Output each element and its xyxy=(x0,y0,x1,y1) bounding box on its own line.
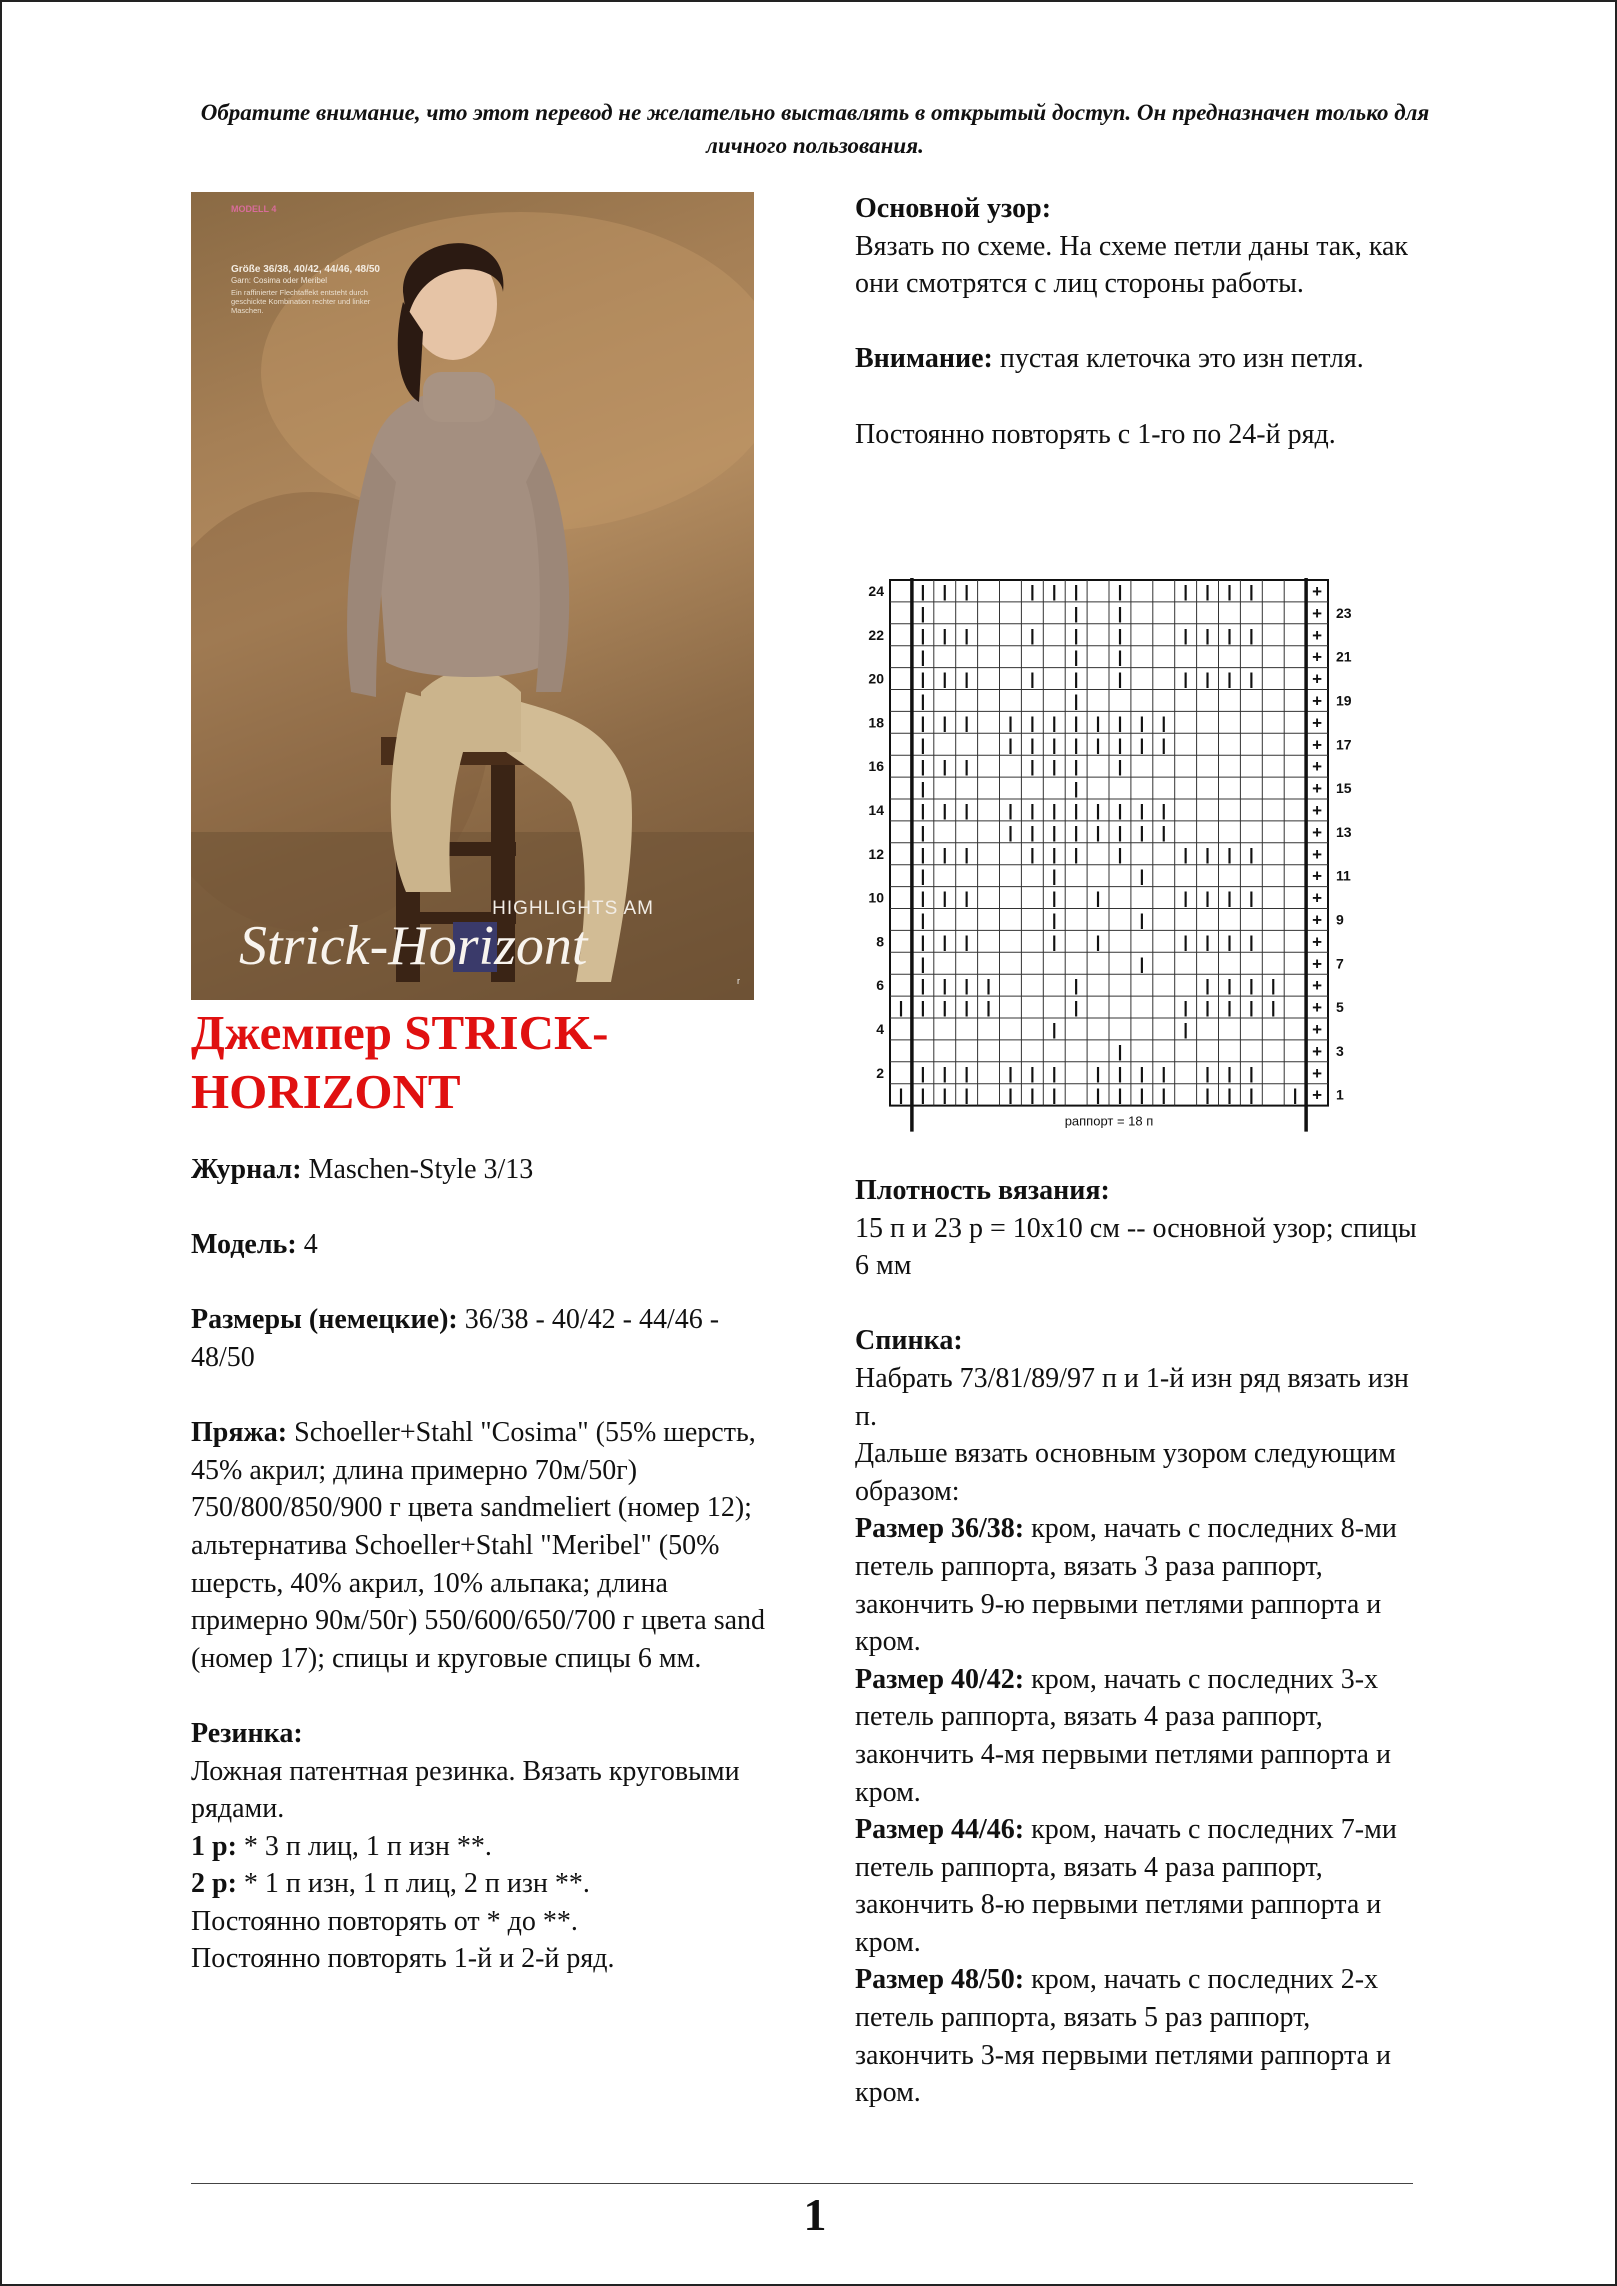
yarn-label: Пряжа: xyxy=(191,1417,288,1449)
chart-row-number: 6 xyxy=(876,977,884,994)
knit-stitch-mark: | xyxy=(1008,1063,1013,1083)
row1-label: 1 р: xyxy=(191,1830,237,1862)
knit-stitch-mark: | xyxy=(1095,1063,1101,1083)
attention-label: Внимание: xyxy=(855,343,993,375)
privacy-notice: Обратите внимание, что этот перевод не желательно выставлять в открытый доступ. Он предназначен только для личного пользования. xyxy=(200,100,1430,158)
knit-stitch-mark: | xyxy=(1095,800,1101,820)
knit-stitch-mark: | xyxy=(1248,1085,1254,1105)
knit-stitch-mark: | xyxy=(1073,713,1079,733)
knit-stitch-mark: | xyxy=(1139,866,1145,886)
knit-stitch-mark: | xyxy=(1117,757,1123,777)
knit-stitch-mark: | xyxy=(1051,822,1057,842)
knit-stitch-mark: | xyxy=(1008,1085,1013,1105)
knit-stitch-mark: | xyxy=(1227,998,1232,1018)
size4-value: кром, начать с последних 2-х петель раппорта, вязать 5 раз раппорт, закончить 3-мя первыми петлями раппорта и кром. xyxy=(855,1964,1391,2109)
knit-stitch-mark: | xyxy=(1051,888,1057,908)
edge-stitch-mark: + xyxy=(1312,910,1323,930)
knit-stitch-mark: | xyxy=(1008,735,1013,755)
knit-stitch-mark: | xyxy=(1051,581,1057,601)
knit-stitch-mark: | xyxy=(942,888,948,908)
rib-text: Ложная патентная резинка. Вязать круговыми рядами. xyxy=(191,1755,740,1825)
knit-stitch-mark: | xyxy=(964,1063,970,1083)
repeat-label: раппорт = 18 п xyxy=(1064,1113,1154,1129)
knit-stitch-mark: | xyxy=(1227,976,1232,996)
knit-stitch-mark: | xyxy=(1117,1063,1123,1083)
chart-row-number: 15 xyxy=(1336,780,1352,797)
knit-stitch-mark: | xyxy=(942,757,948,777)
knit-stitch-mark: | xyxy=(1117,647,1123,667)
chart-row-number: 8 xyxy=(876,933,884,950)
knit-stitch-mark: | xyxy=(964,1085,970,1105)
knit-stitch-mark: | xyxy=(920,800,926,820)
knit-stitch-mark: | xyxy=(920,910,926,930)
knit-stitch-mark: | xyxy=(920,713,926,733)
chart-row-number: 19 xyxy=(1336,692,1352,709)
knit-stitch-mark: | xyxy=(1248,888,1254,908)
edge-stitch-mark: + xyxy=(1312,647,1323,667)
yarn-value: Schoeller+Stahl "Cosima" (55% шерсть, 45% акрил; длина примерно 70м/50г) 750/800/850/900 г цвета sandmeliert (номер 12); альтернатива Schoeller+Stahl "Meribel" (50% шерсть, 40% акрил, 10% альпака; длина примерно 90м/50г) 550/600/650/700 г цвета sand (номер 17); спицы и круговые спицы 6 мм. xyxy=(191,1417,766,1674)
knit-stitch-mark: | xyxy=(920,735,926,755)
knit-stitch-mark: | xyxy=(964,976,970,996)
knit-stitch-mark: | xyxy=(1095,735,1101,755)
gauge-text: 15 п и 23 р = 10x10 см -- основной узор; спицы 6 мм xyxy=(855,1212,1417,1282)
knit-stitch-mark: | xyxy=(1270,998,1276,1018)
knit-stitch-mark: | xyxy=(920,976,926,996)
model-label: Модель: xyxy=(191,1229,297,1261)
size-40-42 xyxy=(855,1661,1435,1811)
knit-stitch-mark: | xyxy=(1139,1085,1145,1105)
knit-stitch-mark: | xyxy=(942,669,948,689)
knit-stitch-mark: | xyxy=(1205,669,1210,689)
rib-repeat-1: Постоянно повторять от * до **. xyxy=(191,1905,578,1937)
edge-stitch-mark: + xyxy=(1312,757,1323,777)
size2-value: кром, начать с последних 3-х петель раппорта, вязать 4 раза раппорт, закончить 4-мя первыми петлями раппорта и кром. xyxy=(855,1663,1391,1808)
photo-kicker: HIGHLIGHTS AM xyxy=(492,898,654,919)
chart-row-number: 4 xyxy=(876,1020,884,1037)
knit-stitch-mark: | xyxy=(964,669,970,689)
right-column xyxy=(855,190,1435,453)
knit-stitch-mark: | xyxy=(1073,779,1079,799)
edge-stitch-mark: + xyxy=(1312,976,1323,996)
chart-row-number: 14 xyxy=(868,801,884,818)
chart-row-number: 10 xyxy=(868,889,884,906)
knit-stitch-mark: | xyxy=(1051,866,1057,886)
knit-stitch-mark: | xyxy=(1095,932,1101,952)
knit-stitch-mark: | xyxy=(964,844,970,864)
chart-row-number: 11 xyxy=(1336,867,1351,884)
knit-stitch-mark: | xyxy=(1029,735,1035,755)
knit-stitch-mark: | xyxy=(1183,844,1189,864)
knit-stitch-mark: | xyxy=(1073,669,1079,689)
photo-description: Ein raffinierter Flechtaffekt entsteht durch geschickte Kombination rechter und linker Maschen. xyxy=(231,288,371,315)
chart-row-number: 5 xyxy=(1336,999,1344,1016)
knit-stitch-mark: | xyxy=(964,757,970,777)
main-pattern-text: Вязать по схеме. На схеме петли даны так, как они смотрятся с лиц стороны работы. xyxy=(855,230,1409,300)
row2-label: 2 р: xyxy=(191,1868,237,1900)
knit-stitch-mark: | xyxy=(1139,713,1145,733)
size1-value: кром, начать с последних 8-ми петель раппорта, вязать 3 раза раппорт, закончить 9-ю первыми петлями раппорта и кром. xyxy=(855,1513,1397,1658)
edge-stitch-mark: + xyxy=(1312,998,1323,1018)
knit-stitch-mark: | xyxy=(1051,910,1057,930)
sizes-line xyxy=(191,1301,771,1376)
back-continue: Дальше вязать основным узором следующим образом: xyxy=(855,1438,1396,1507)
chart-row-number: 12 xyxy=(868,845,884,862)
knit-stitch-mark: | xyxy=(1051,1085,1057,1105)
knit-stitch-mark: | xyxy=(1248,581,1254,601)
knit-stitch-mark: | xyxy=(1117,603,1123,623)
page-number: 1 xyxy=(803,2189,827,2240)
knit-stitch-mark: | xyxy=(1008,822,1013,842)
knit-stitch-mark: | xyxy=(1073,757,1079,777)
knit-stitch-mark: | xyxy=(1205,581,1210,601)
attention-value: пустая клеточка это изн петля. xyxy=(992,343,1364,375)
edge-stitch-mark: + xyxy=(1312,888,1323,908)
knit-stitch-mark: | xyxy=(920,603,926,623)
knit-stitch-mark: | xyxy=(920,844,926,864)
knit-stitch-mark: | xyxy=(920,581,926,601)
photo-yarn: Garn: Cosima oder Meribel xyxy=(231,276,328,285)
knit-stitch-mark: | xyxy=(1073,976,1079,996)
knit-stitch-mark: | xyxy=(942,976,948,996)
gauge-heading: Плотность вязания: xyxy=(855,1175,1110,1206)
knit-stitch-mark: | xyxy=(1227,844,1232,864)
knit-stitch-mark: | xyxy=(920,932,926,952)
knit-stitch-mark: | xyxy=(1227,625,1232,645)
knit-stitch-mark: | xyxy=(1029,669,1035,689)
knit-stitch-mark: | xyxy=(1248,976,1254,996)
photo-model-tag: MODELL 4 xyxy=(231,204,277,214)
knit-stitch-mark: | xyxy=(964,625,970,645)
rib-heading: Резинка: xyxy=(191,1717,303,1749)
journal-line xyxy=(191,1151,771,1189)
knit-stitch-mark: | xyxy=(1095,888,1101,908)
knit-stitch-mark: | xyxy=(1248,844,1254,864)
knit-stitch-mark: | xyxy=(1161,800,1167,820)
right-column-lower xyxy=(855,1172,1435,2112)
knit-stitch-mark: | xyxy=(1051,713,1057,733)
main-pattern-heading: Основной узор: xyxy=(855,193,1052,224)
knit-stitch-mark: | xyxy=(1205,932,1210,952)
knit-stitch-mark: | xyxy=(1029,844,1035,864)
knit-stitch-mark: | xyxy=(1161,822,1167,842)
chart-row-number: 21 xyxy=(1336,648,1352,665)
knit-stitch-mark: | xyxy=(1073,691,1079,711)
knit-stitch-mark: | xyxy=(898,1085,904,1105)
chart-row-number: 18 xyxy=(868,714,884,731)
knit-stitch-mark: | xyxy=(1161,713,1167,733)
row2-value: * 1 п изн, 1 п лиц, 2 п изн **. xyxy=(236,1868,590,1900)
knit-stitch-mark: | xyxy=(1029,822,1035,842)
pattern-title: Джемпер STRICK-HORIZONT xyxy=(191,1005,609,1119)
knit-stitch-mark: | xyxy=(920,866,926,886)
knit-stitch-mark: | xyxy=(1095,1085,1101,1105)
knit-stitch-mark: | xyxy=(1073,603,1079,623)
model-value: 4 xyxy=(296,1229,318,1261)
knit-stitch-mark: | xyxy=(1248,998,1254,1018)
photo-title: Strick-Horizont xyxy=(239,915,588,977)
knit-stitch-mark: | xyxy=(1073,581,1079,601)
knit-stitch-mark: | xyxy=(1073,735,1079,755)
chart-row-number: 3 xyxy=(1336,1042,1344,1059)
knit-stitch-mark: | xyxy=(964,581,970,601)
knit-stitch-mark: | xyxy=(1248,932,1254,952)
knit-stitch-mark: | xyxy=(1292,1085,1298,1105)
photo-page-mark: r xyxy=(737,976,740,986)
knit-stitch-mark: | xyxy=(1073,844,1079,864)
knit-stitch-mark: | xyxy=(1270,976,1276,996)
knit-stitch-mark: | xyxy=(920,625,926,645)
knit-stitch-mark: | xyxy=(1117,822,1123,842)
knit-stitch-mark: | xyxy=(1051,800,1057,820)
edge-stitch-mark: + xyxy=(1312,866,1323,886)
knit-stitch-mark: | xyxy=(1008,713,1013,733)
edge-stitch-mark: + xyxy=(1312,844,1323,864)
knit-stitch-mark: | xyxy=(920,888,926,908)
knit-stitch-mark: | xyxy=(1073,998,1079,1018)
edge-stitch-mark: + xyxy=(1312,1063,1323,1083)
knit-stitch-mark: | xyxy=(1161,735,1167,755)
knit-stitch-mark: | xyxy=(920,1085,926,1105)
back-cast-on: Набрать 73/81/89/97 п и 1-й изн ряд вязать изн п. xyxy=(855,1362,1409,1432)
knit-stitch-mark: | xyxy=(1117,625,1123,645)
knit-stitch-mark: | xyxy=(1248,625,1254,645)
knit-stitch-mark: | xyxy=(1205,888,1210,908)
knit-stitch-mark: | xyxy=(1183,932,1189,952)
edge-stitch-mark: + xyxy=(1312,954,1323,974)
knit-stitch-mark: | xyxy=(1095,713,1101,733)
knit-stitch-mark: | xyxy=(1183,888,1189,908)
knit-stitch-mark: | xyxy=(1227,888,1232,908)
knit-stitch-mark: | xyxy=(920,757,926,777)
knit-stitch-mark: | xyxy=(1183,1019,1189,1039)
knit-stitch-mark: | xyxy=(986,998,991,1018)
knit-stitch-mark: | xyxy=(1073,822,1079,842)
knit-stitch-mark: | xyxy=(1117,1085,1123,1105)
knit-stitch-mark: | xyxy=(1205,1085,1210,1105)
chart-row-number: 2 xyxy=(876,1064,884,1081)
knit-stitch-mark: | xyxy=(898,998,904,1018)
knit-stitch-mark: | xyxy=(942,625,948,645)
knitting-chart xyxy=(855,570,1415,1140)
edge-stitch-mark: + xyxy=(1312,625,1323,645)
knit-stitch-mark: | xyxy=(1029,1085,1035,1105)
edge-stitch-mark: + xyxy=(1312,779,1323,799)
edge-stitch-mark: + xyxy=(1312,713,1323,733)
knit-stitch-mark: | xyxy=(1117,669,1123,689)
back-heading: Спинка: xyxy=(855,1325,963,1357)
knit-stitch-mark: | xyxy=(920,691,926,711)
chart-row-number: 17 xyxy=(1336,736,1352,753)
knit-stitch-mark: | xyxy=(1051,1019,1057,1039)
knit-stitch-mark: | xyxy=(1095,822,1101,842)
model-line xyxy=(191,1226,771,1264)
knit-stitch-mark: | xyxy=(920,822,926,842)
knit-stitch-mark: | xyxy=(1051,757,1057,777)
knit-stitch-mark: | xyxy=(1205,844,1210,864)
knit-stitch-mark: | xyxy=(1008,800,1013,820)
knit-stitch-mark: | xyxy=(1139,822,1145,842)
edge-stitch-mark: + xyxy=(1312,1085,1323,1105)
knit-stitch-mark: | xyxy=(942,1063,948,1083)
edge-stitch-mark: + xyxy=(1312,735,1323,755)
knit-stitch-mark: | xyxy=(1248,1063,1254,1083)
rib-row-2 xyxy=(191,1865,771,1903)
knit-stitch-mark: | xyxy=(942,713,948,733)
knit-stitch-mark: | xyxy=(1227,1063,1232,1083)
knit-stitch-mark: | xyxy=(942,844,948,864)
chart-row-number: 9 xyxy=(1336,911,1344,928)
knit-stitch-mark: | xyxy=(1139,735,1145,755)
chart-row-number: 13 xyxy=(1336,823,1352,840)
knit-stitch-mark: | xyxy=(964,998,970,1018)
chart-row-number: 7 xyxy=(1336,955,1344,972)
edge-stitch-mark: + xyxy=(1312,1041,1323,1061)
size1-label: Размер 36/38: xyxy=(855,1513,1025,1545)
photo-sizes: Größe 36/38, 40/42, 44/46, 48/50 xyxy=(231,264,380,275)
size-36-38 xyxy=(855,1510,1435,1660)
edge-stitch-mark: + xyxy=(1312,1019,1323,1039)
knit-stitch-mark: | xyxy=(964,888,970,908)
knit-stitch-mark: | xyxy=(1248,669,1254,689)
knit-stitch-mark: | xyxy=(1029,800,1035,820)
knit-stitch-mark: | xyxy=(964,713,970,733)
repeat-line: Постоянно повторять с 1-го по 24-й ряд. xyxy=(855,418,1336,450)
knit-stitch-mark: | xyxy=(1161,1063,1167,1083)
left-column xyxy=(191,1000,771,1978)
knit-stitch-mark: | xyxy=(1205,1063,1210,1083)
knit-stitch-mark: | xyxy=(1183,625,1189,645)
edge-stitch-mark: + xyxy=(1312,800,1323,820)
knit-stitch-mark: | xyxy=(1183,581,1189,601)
rib-row-1 xyxy=(191,1828,771,1866)
knit-stitch-mark: | xyxy=(1073,647,1079,667)
knit-stitch-mark: | xyxy=(1227,1085,1232,1105)
magazine-photo xyxy=(191,192,754,1000)
knit-stitch-mark: | xyxy=(1227,932,1232,952)
edge-stitch-mark: + xyxy=(1312,581,1323,601)
knit-stitch-mark: | xyxy=(920,779,926,799)
knit-stitch-mark: | xyxy=(1117,844,1123,864)
knit-stitch-mark: | xyxy=(1029,713,1035,733)
knit-stitch-mark: | xyxy=(1227,669,1232,689)
size4-label: Размер 48/50: xyxy=(855,1964,1025,1996)
knit-stitch-mark: | xyxy=(964,800,970,820)
knit-stitch-mark: | xyxy=(1117,1041,1123,1061)
knit-stitch-mark: | xyxy=(1051,844,1057,864)
knit-stitch-mark: | xyxy=(920,1063,926,1083)
yarn-paragraph xyxy=(191,1414,771,1677)
knit-stitch-mark: | xyxy=(920,669,926,689)
knit-stitch-mark: | xyxy=(964,932,970,952)
knit-stitch-mark: | xyxy=(1183,669,1189,689)
knit-stitch-mark: | xyxy=(1117,735,1123,755)
knit-stitch-mark: | xyxy=(1029,1063,1035,1083)
knit-stitch-mark: | xyxy=(1227,581,1232,601)
edge-stitch-mark: + xyxy=(1312,603,1323,623)
knit-stitch-mark: | xyxy=(920,998,926,1018)
journal-value: Maschen-Style 3/13 xyxy=(301,1154,534,1185)
edge-stitch-mark: + xyxy=(1312,669,1323,689)
size2-label: Размер 40/42: xyxy=(855,1663,1025,1695)
size-48-50 xyxy=(855,1961,1435,2111)
edge-stitch-mark: + xyxy=(1312,932,1323,952)
rib-repeat-2: Постоянно повторять 1-й и 2-й ряд. xyxy=(191,1943,615,1975)
knit-stitch-mark: | xyxy=(1029,757,1035,777)
knit-stitch-mark: | xyxy=(920,954,926,974)
knit-stitch-mark: | xyxy=(1183,998,1189,1018)
knit-stitch-mark: | xyxy=(1029,581,1035,601)
journal-label: Журнал: xyxy=(191,1154,302,1185)
knit-stitch-mark: | xyxy=(920,647,926,667)
knit-stitch-mark: | xyxy=(1073,625,1079,645)
knit-stitch-mark: | xyxy=(1117,800,1123,820)
knit-stitch-mark: | xyxy=(1117,713,1123,733)
footer-divider xyxy=(191,2183,1413,2184)
knit-stitch-mark: | xyxy=(1117,581,1123,601)
knit-stitch-mark: | xyxy=(1139,910,1145,930)
knit-stitch-mark: | xyxy=(1205,998,1210,1018)
knit-stitch-mark: | xyxy=(942,932,948,952)
knit-stitch-mark: | xyxy=(986,976,991,996)
attention-line xyxy=(855,340,1435,378)
row1-value: * 3 п лиц, 1 п изн **. xyxy=(236,1830,492,1862)
chart-row-number: 22 xyxy=(868,626,884,643)
chart-row-number: 16 xyxy=(868,758,884,775)
knit-stitch-mark: | xyxy=(1073,800,1079,820)
knit-stitch-mark: | xyxy=(1051,735,1057,755)
knitting-chart-svg xyxy=(855,570,1415,1140)
edge-stitch-mark: + xyxy=(1312,822,1323,842)
chart-row-number: 24 xyxy=(868,582,884,599)
chart-row-number: 23 xyxy=(1336,604,1352,621)
knit-stitch-mark: | xyxy=(1051,932,1057,952)
chart-row-number: 20 xyxy=(868,670,884,687)
knit-stitch-mark: | xyxy=(1029,625,1035,645)
knit-stitch-mark: | xyxy=(1051,1063,1057,1083)
knit-stitch-mark: | xyxy=(942,800,948,820)
knit-stitch-mark: | xyxy=(1139,1063,1145,1083)
sizes-label: Размеры (немецкие): xyxy=(191,1304,458,1336)
knit-stitch-mark: | xyxy=(1161,1085,1167,1105)
knit-stitch-mark: | xyxy=(1205,976,1210,996)
size3-label: Размер 44/46: xyxy=(855,1814,1025,1846)
size3-value: кром, начать с последних 7-ми петель раппорта, вязать 4 раза раппорт, закончить 8-ю первыми петлями раппорта и кром. xyxy=(855,1814,1397,1958)
edge-stitch-mark: + xyxy=(1312,691,1323,711)
size-44-46 xyxy=(855,1811,1435,1961)
knit-stitch-mark: | xyxy=(942,581,948,601)
knit-stitch-mark: | xyxy=(1205,625,1210,645)
sizes-value: 36/38 - 40/42 - 44/46 - 48/50 xyxy=(191,1304,720,1373)
knit-stitch-mark: | xyxy=(942,998,948,1018)
chart-row-number: 1 xyxy=(1336,1086,1344,1103)
knit-stitch-mark: | xyxy=(1139,800,1145,820)
knit-stitch-mark: | xyxy=(942,1085,948,1105)
knit-stitch-mark: | xyxy=(1139,954,1145,974)
